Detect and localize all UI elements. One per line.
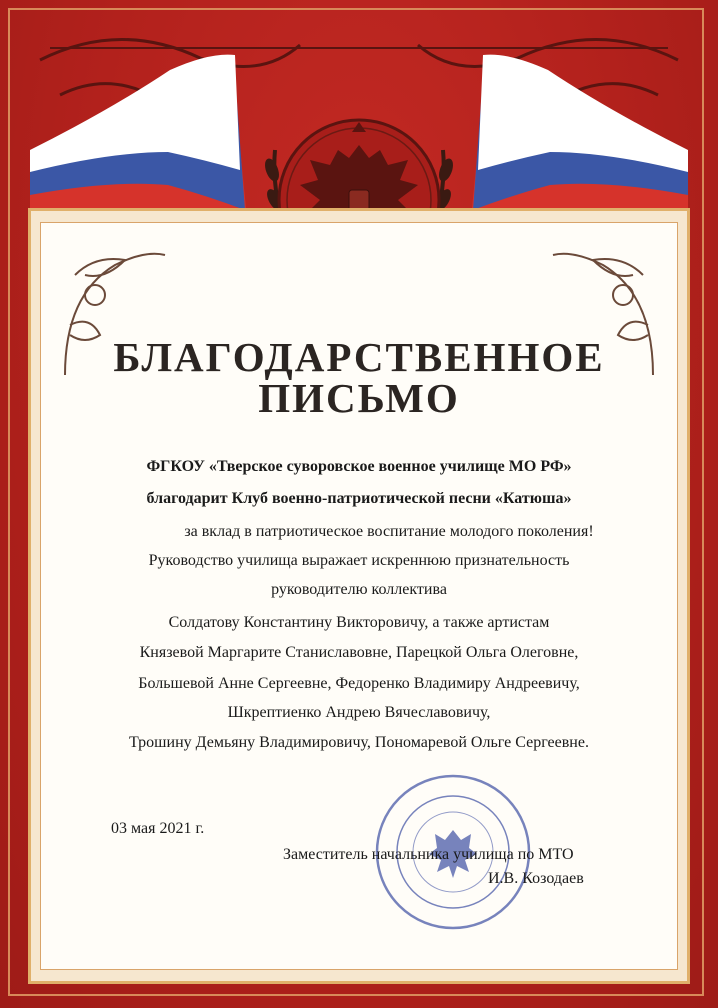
document-title: БЛАГОДАРСТВЕННОЕ bbox=[113, 334, 605, 380]
artists-line: Шкрептиенко Андрею Вячеславовичу, bbox=[227, 704, 491, 721]
top-filigree bbox=[40, 39, 678, 100]
issue-date: 03 мая 2021 г. bbox=[111, 820, 205, 837]
reason-line: за вклад в патриотическое воспитание молодого поколения! bbox=[184, 523, 594, 540]
leader-intro-line: руководителю коллектива bbox=[271, 581, 447, 598]
artists-line: Большевой Анне Сергеевне, Федоренко Владимиру Андреевичу, bbox=[138, 675, 580, 692]
document-title: ПИСЬМО bbox=[258, 375, 460, 421]
gratitude-line: Руководство училища выражает искреннюю признательность bbox=[148, 552, 570, 569]
signatory-name: И.В. Козодаев bbox=[488, 870, 584, 887]
organization-line: ФГКОУ «Тверское суворовское военное училище МО РФ» bbox=[146, 458, 572, 475]
thanks-line: благодарит Клуб военно-патриотической песни «Катюша» bbox=[146, 490, 572, 507]
artists-line: Трошину Демьяну Владимировичу, Пономаревой Ольге Сергеевне. bbox=[129, 734, 589, 751]
leader-line: Солдатову Константину Викторовичу, а также артистам bbox=[168, 614, 550, 631]
signatory-role: Заместитель начальника училища по МТО bbox=[283, 846, 574, 863]
artists-line: Князевой Маргарите Станиславовне, Парецкой Ольга Олеговне, bbox=[139, 644, 579, 661]
